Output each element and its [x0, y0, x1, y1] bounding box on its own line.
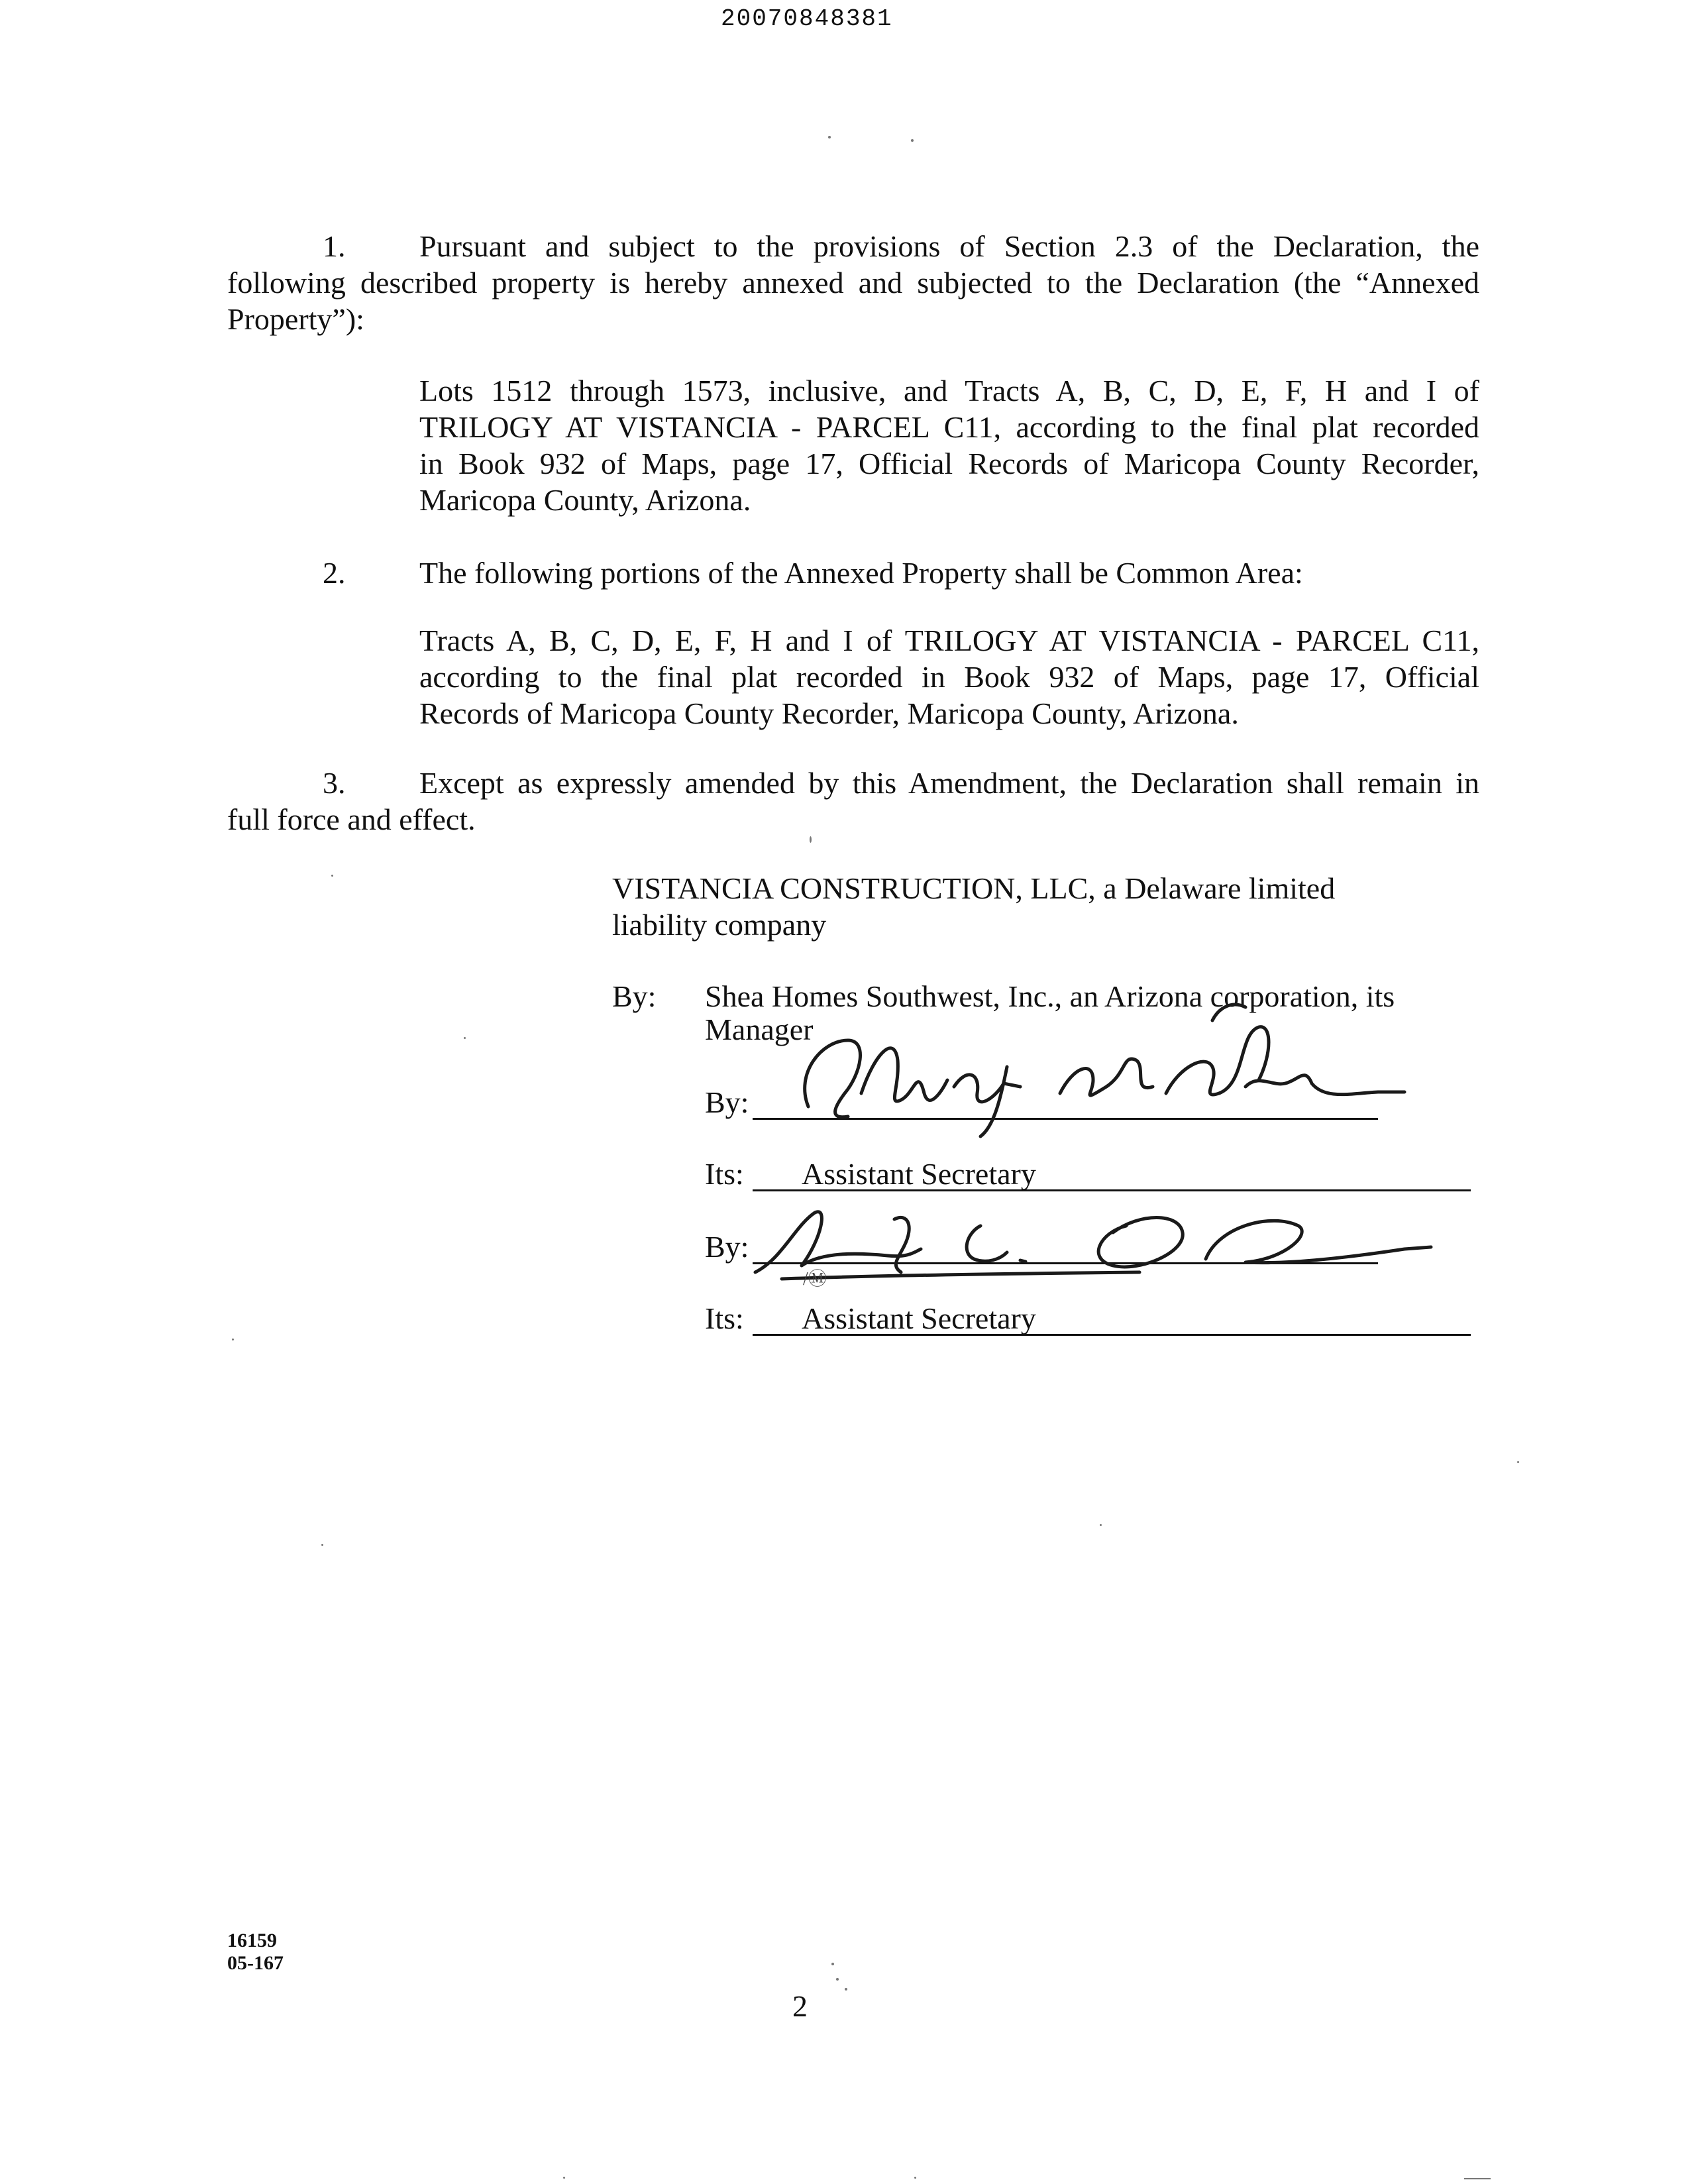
signature-2-mark: /Ⓜ: [803, 1269, 827, 1289]
scan-speck: [321, 1544, 323, 1546]
scan-speck: [845, 1988, 847, 1991]
scan-speck: [1517, 1461, 1519, 1463]
legal-description-2-line-1: Tracts A, B, C, D, E, F, H and I of TRILOGY AT VISTANCIA - PARCEL C11,: [419, 624, 1479, 657]
manager-line-1: Shea Homes Southwest, Inc., an Arizona corporation, its: [705, 979, 1395, 1013]
scan-speck: [464, 1037, 466, 1039]
company-name-line-1: VISTANCIA CONSTRUCTION, LLC, a Delaware limited: [612, 871, 1336, 905]
scan-speck: [1100, 1524, 1102, 1526]
signer-1-by-label: By:: [705, 1085, 749, 1119]
signature-2-image: [742, 1186, 1444, 1299]
paragraph-1-line-3: Property”):: [227, 302, 364, 336]
scan-speck: [810, 836, 812, 843]
scan-speck: [831, 1963, 834, 1965]
recording-number: 20070848381: [721, 5, 893, 32]
legal-description-1-line-4: Maricopa County, Arizona.: [419, 483, 751, 517]
signer-2-its-label: Its:: [705, 1301, 744, 1335]
page-number: 2: [792, 1989, 808, 2023]
paragraph-1-line-2: following described property is hereby annexed and subjected to the Declaration (the “Annexed: [227, 266, 1479, 300]
scan-speck: [331, 875, 333, 877]
legal-description-1-line-1: Lots 1512 through 1573, inclusive, and Tracts A, B, C, D, E, F, H and I of: [419, 374, 1479, 408]
paragraph-3-line-1: Except as expressly amended by this Amendment, the Declaration shall remain in: [419, 766, 1479, 800]
paragraph-2-text: The following portions of the Annexed Property shall be Common Area:: [419, 556, 1303, 590]
scan-speck: [563, 2177, 565, 2179]
legal-description-2-line-3: Records of Maricopa County Recorder, Maricopa County, Arizona.: [419, 696, 1239, 730]
legal-description-2-line-2: according to the final plat recorded in Book 932 of Maps, page 17, Official: [419, 660, 1479, 694]
paragraph-1-line-1: Pursuant and subject to the provisions of Section 2.3 of the Declaration, the: [419, 229, 1479, 263]
signer-2-title: Assistant Secretary: [802, 1301, 1036, 1335]
signer-2-by-label: By:: [705, 1230, 749, 1264]
doc-code-2: 05-167: [227, 1952, 284, 1974]
manager-line-2: Manager: [705, 1012, 814, 1046]
scan-speck: [911, 139, 914, 142]
scan-speck: [1464, 2178, 1491, 2179]
signer-1-its-label: Its:: [705, 1157, 744, 1191]
signature-1-image: [782, 994, 1418, 1146]
scan-speck: [836, 1978, 839, 1981]
paragraph-1-number: 1.: [323, 229, 346, 263]
paragraph-3-number: 3.: [323, 766, 346, 800]
doc-code-1: 16159: [227, 1930, 277, 1951]
paragraph-2-number: 2.: [323, 556, 346, 590]
scan-speck: [828, 136, 831, 138]
signer-1-title: Assistant Secretary: [802, 1157, 1036, 1191]
company-name-line-2: liability company: [612, 908, 827, 942]
scan-speck: [232, 1338, 234, 1340]
legal-description-1-line-3: in Book 932 of Maps, page 17, Official Records of Maricopa County Recorder,: [419, 447, 1479, 480]
paragraph-3-line-2: full force and effect.: [227, 802, 476, 836]
manager-by-label: By:: [612, 979, 657, 1013]
legal-description-1-line-2: TRILOGY AT VISTANCIA - PARCEL C11, according to the final plat recorded: [419, 410, 1479, 444]
scan-speck: [914, 2177, 916, 2179]
